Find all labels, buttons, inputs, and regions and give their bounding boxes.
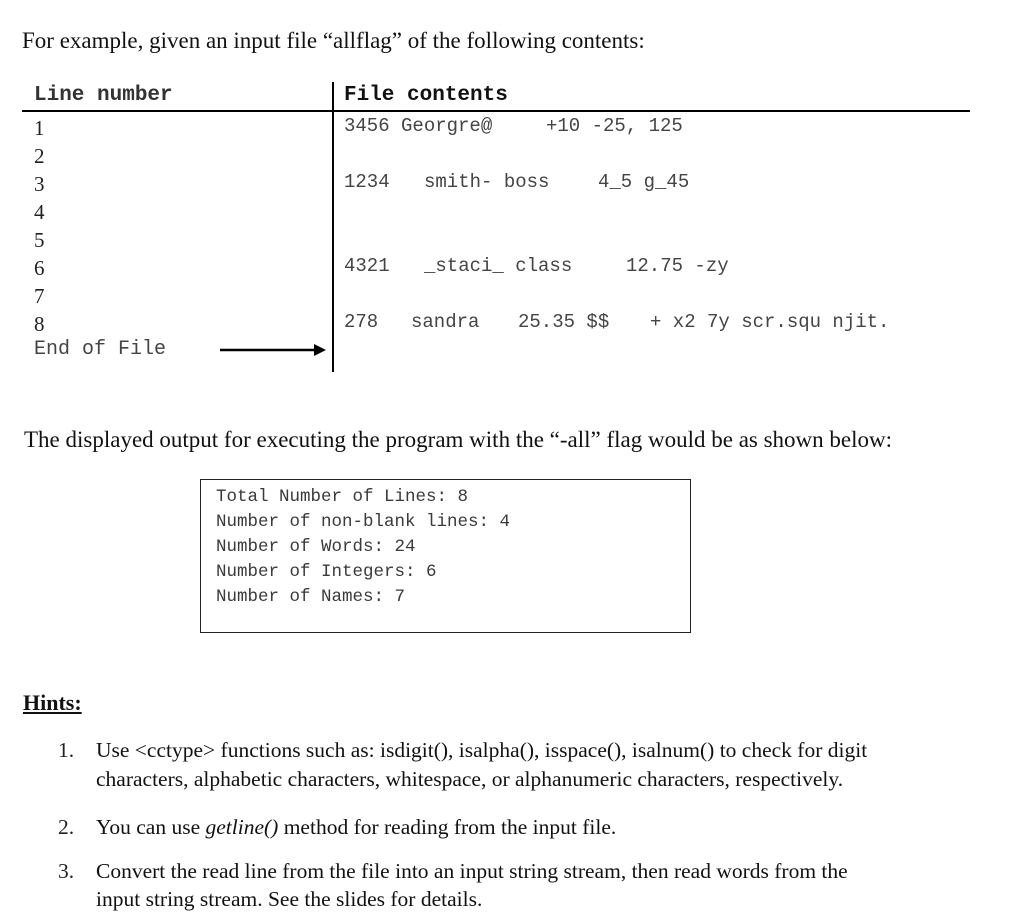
line-number: 8 xyxy=(34,312,45,336)
file-cell: 278 xyxy=(344,311,379,333)
file-cell: 4_5 g_45 xyxy=(598,171,690,193)
hint-text-part: method for reading from the input file. xyxy=(278,815,617,839)
hint-text-part: You can use xyxy=(96,815,206,839)
output-line: Number of Integers: 6 xyxy=(216,562,437,582)
file-cell: 4321 xyxy=(344,255,390,277)
hints-heading: Hints: xyxy=(23,690,82,715)
output-intro-text: The displayed output for executing the program with the “-all” flag would be as shown below: xyxy=(24,427,893,452)
file-cell: + x2 7y scr.squ njit. xyxy=(650,311,890,333)
output-line: Number of Words: 24 xyxy=(216,537,416,557)
file-cell: +10 -25, 125 xyxy=(546,115,683,137)
file-cell: 25.35 $$ xyxy=(518,311,610,333)
hint-number: 1. xyxy=(58,738,75,762)
hint-number: 3. xyxy=(58,859,75,883)
output-line: Number of non-blank lines: 4 xyxy=(216,512,511,532)
line-number: 7 xyxy=(34,284,45,308)
file-cell: 3456 Georgre@ xyxy=(344,115,493,137)
file-cell: 12.75 -zy xyxy=(626,255,729,277)
hint-text: Use <cctype> functions such as: isdigit(), isalpha(), isspace(), isalnum() to check for digit xyxy=(96,738,868,762)
output-line: Total Number of Lines: 8 xyxy=(216,487,469,507)
header-rule xyxy=(22,110,970,112)
line-number: 6 xyxy=(34,256,45,280)
hint-method-name: getline() xyxy=(205,815,279,839)
line-number: 3 xyxy=(34,172,45,196)
line-number: 4 xyxy=(34,200,45,224)
hint-text: Convert the read line from the file into an input string stream, then read words from the xyxy=(96,859,848,883)
hint-text xyxy=(96,815,616,840)
line-number: 5 xyxy=(34,228,45,252)
file-cell: _staci_ class xyxy=(424,255,573,277)
hint-text: characters, alphabetic characters, whitespace, or alphanumeric characters, respectively. xyxy=(96,767,844,791)
file-cell: 1234 xyxy=(344,171,390,193)
file-contents-header: File contents xyxy=(344,84,508,107)
output-line: Number of Names: 7 xyxy=(216,587,406,607)
line-number: 1 xyxy=(34,116,45,140)
end-of-file-label: End of File xyxy=(34,338,167,361)
file-cell: smith- boss xyxy=(424,171,550,193)
hint-text: input string stream. See the slides for details. xyxy=(96,887,483,911)
intro-text: For example, given an input file “allflag” of the following contents: xyxy=(22,28,645,53)
arrow-right-icon xyxy=(220,342,328,358)
file-cell: sandra xyxy=(411,311,480,333)
line-number-header: Line number xyxy=(34,84,173,107)
hint-number: 2. xyxy=(58,815,75,839)
line-number: 2 xyxy=(34,144,45,168)
column-divider xyxy=(332,82,334,372)
